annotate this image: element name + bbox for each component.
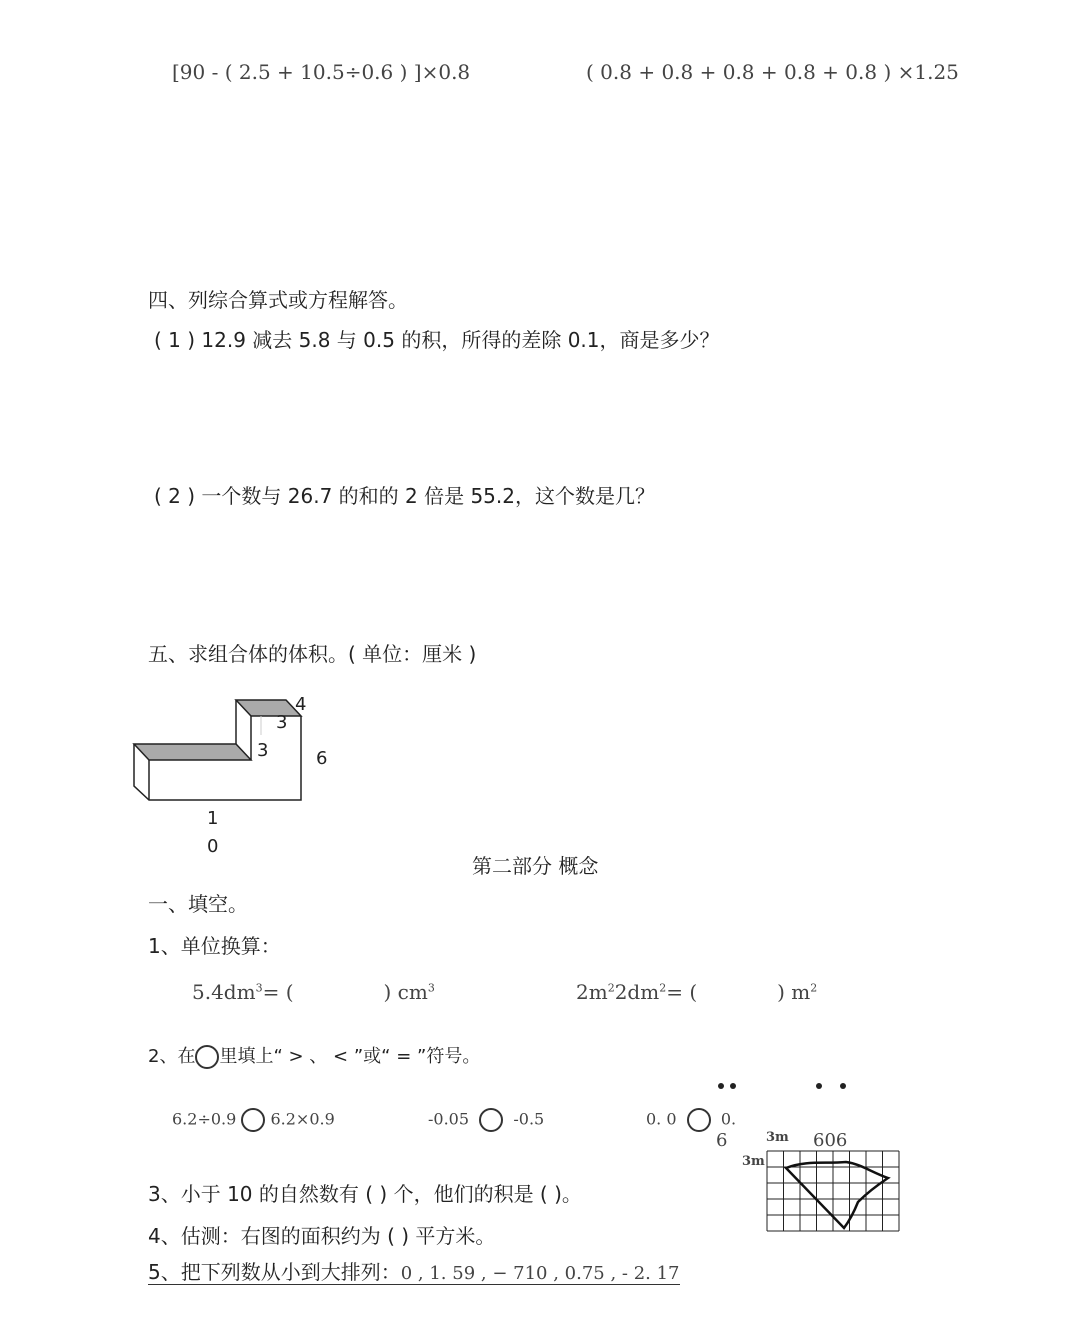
area-estimate-grid	[766, 1150, 900, 1232]
repeat-dot	[840, 1083, 846, 1089]
part2-title: 第二部分 概念	[472, 854, 599, 878]
question-1-label: 1、单位换算：	[148, 934, 281, 958]
repeat-dot	[816, 1083, 822, 1089]
grid-label-left: 3m	[742, 1154, 765, 1169]
conversion-b: $2m^22dm^2=$ ( ) $m^2$	[576, 980, 818, 1004]
dimension-label: 3	[257, 740, 269, 761]
repeating-digit: 6	[716, 1130, 728, 1151]
irregular-shape	[786, 1162, 888, 1228]
dimension-label: 4	[295, 694, 307, 715]
section4-question-2: ( 2 ) 一个数与 26.7 的和的 2 倍是 55.2，这个数是几？	[154, 484, 655, 508]
dimension-label: 6	[316, 748, 328, 769]
fill-in-heading: 一、填空。	[148, 892, 248, 916]
question-2: 2、在 里填上“ > 、 < ”或“ = ”符号。	[148, 1046, 481, 1067]
tall-block-top	[236, 700, 301, 716]
question-4: 4、估测：右图的面积约为 ( ) 平方米。	[148, 1224, 496, 1248]
dimension-label: 0	[207, 836, 219, 857]
composite-solid-figure	[120, 690, 350, 870]
compare-item-a: 6.2÷0.9 6.2×0.9	[172, 1108, 335, 1132]
compare-circle-icon	[195, 1045, 219, 1069]
expression-left: [90 - ( 2.5 + 10.5÷0.6 ) ]×0.8	[172, 60, 471, 84]
repeat-dot	[730, 1083, 736, 1089]
dimension-label: 1	[207, 808, 219, 829]
compare-circle-icon[interactable]	[241, 1108, 265, 1132]
conversion-a: $5.4dm^3=$ ( ) $cm^3$	[192, 980, 435, 1004]
expression-right: ( 0.8 + 0.8 + 0.8 + 0.8 + 0.8 ) ×1.25	[586, 60, 959, 84]
compare-circle-icon[interactable]	[687, 1108, 711, 1132]
compare-item-c: 0. 0 0.	[646, 1108, 736, 1132]
question-3: 3、小于 10 的自然数有 ( ) 个，他们的积是 ( )。	[148, 1182, 582, 1206]
section4-heading: 四、列综合算式或方程解答。	[148, 288, 408, 312]
repeat-dot	[718, 1083, 724, 1089]
long-block-top	[134, 744, 251, 760]
dimension-label: 3	[276, 712, 288, 733]
grid-label-top: 3m	[766, 1130, 789, 1145]
question-5: 5、把下列数从小到大排列：0 , 1. 59 , − 710 , 0.75 , - 2. 17	[148, 1260, 680, 1284]
compare-circle-icon[interactable]	[479, 1108, 503, 1132]
section4-question-1: ( 1 ) 12.9 减去 5.8 与 0.5 的积，所得的差除 0.1，商是多少？	[154, 328, 720, 352]
section5-heading: 五、求组合体的体积。( 单位：厘米 )	[148, 642, 477, 666]
compare-item-b: -0.05 -0.5	[428, 1108, 544, 1132]
repeating-digits: 606	[813, 1130, 848, 1151]
